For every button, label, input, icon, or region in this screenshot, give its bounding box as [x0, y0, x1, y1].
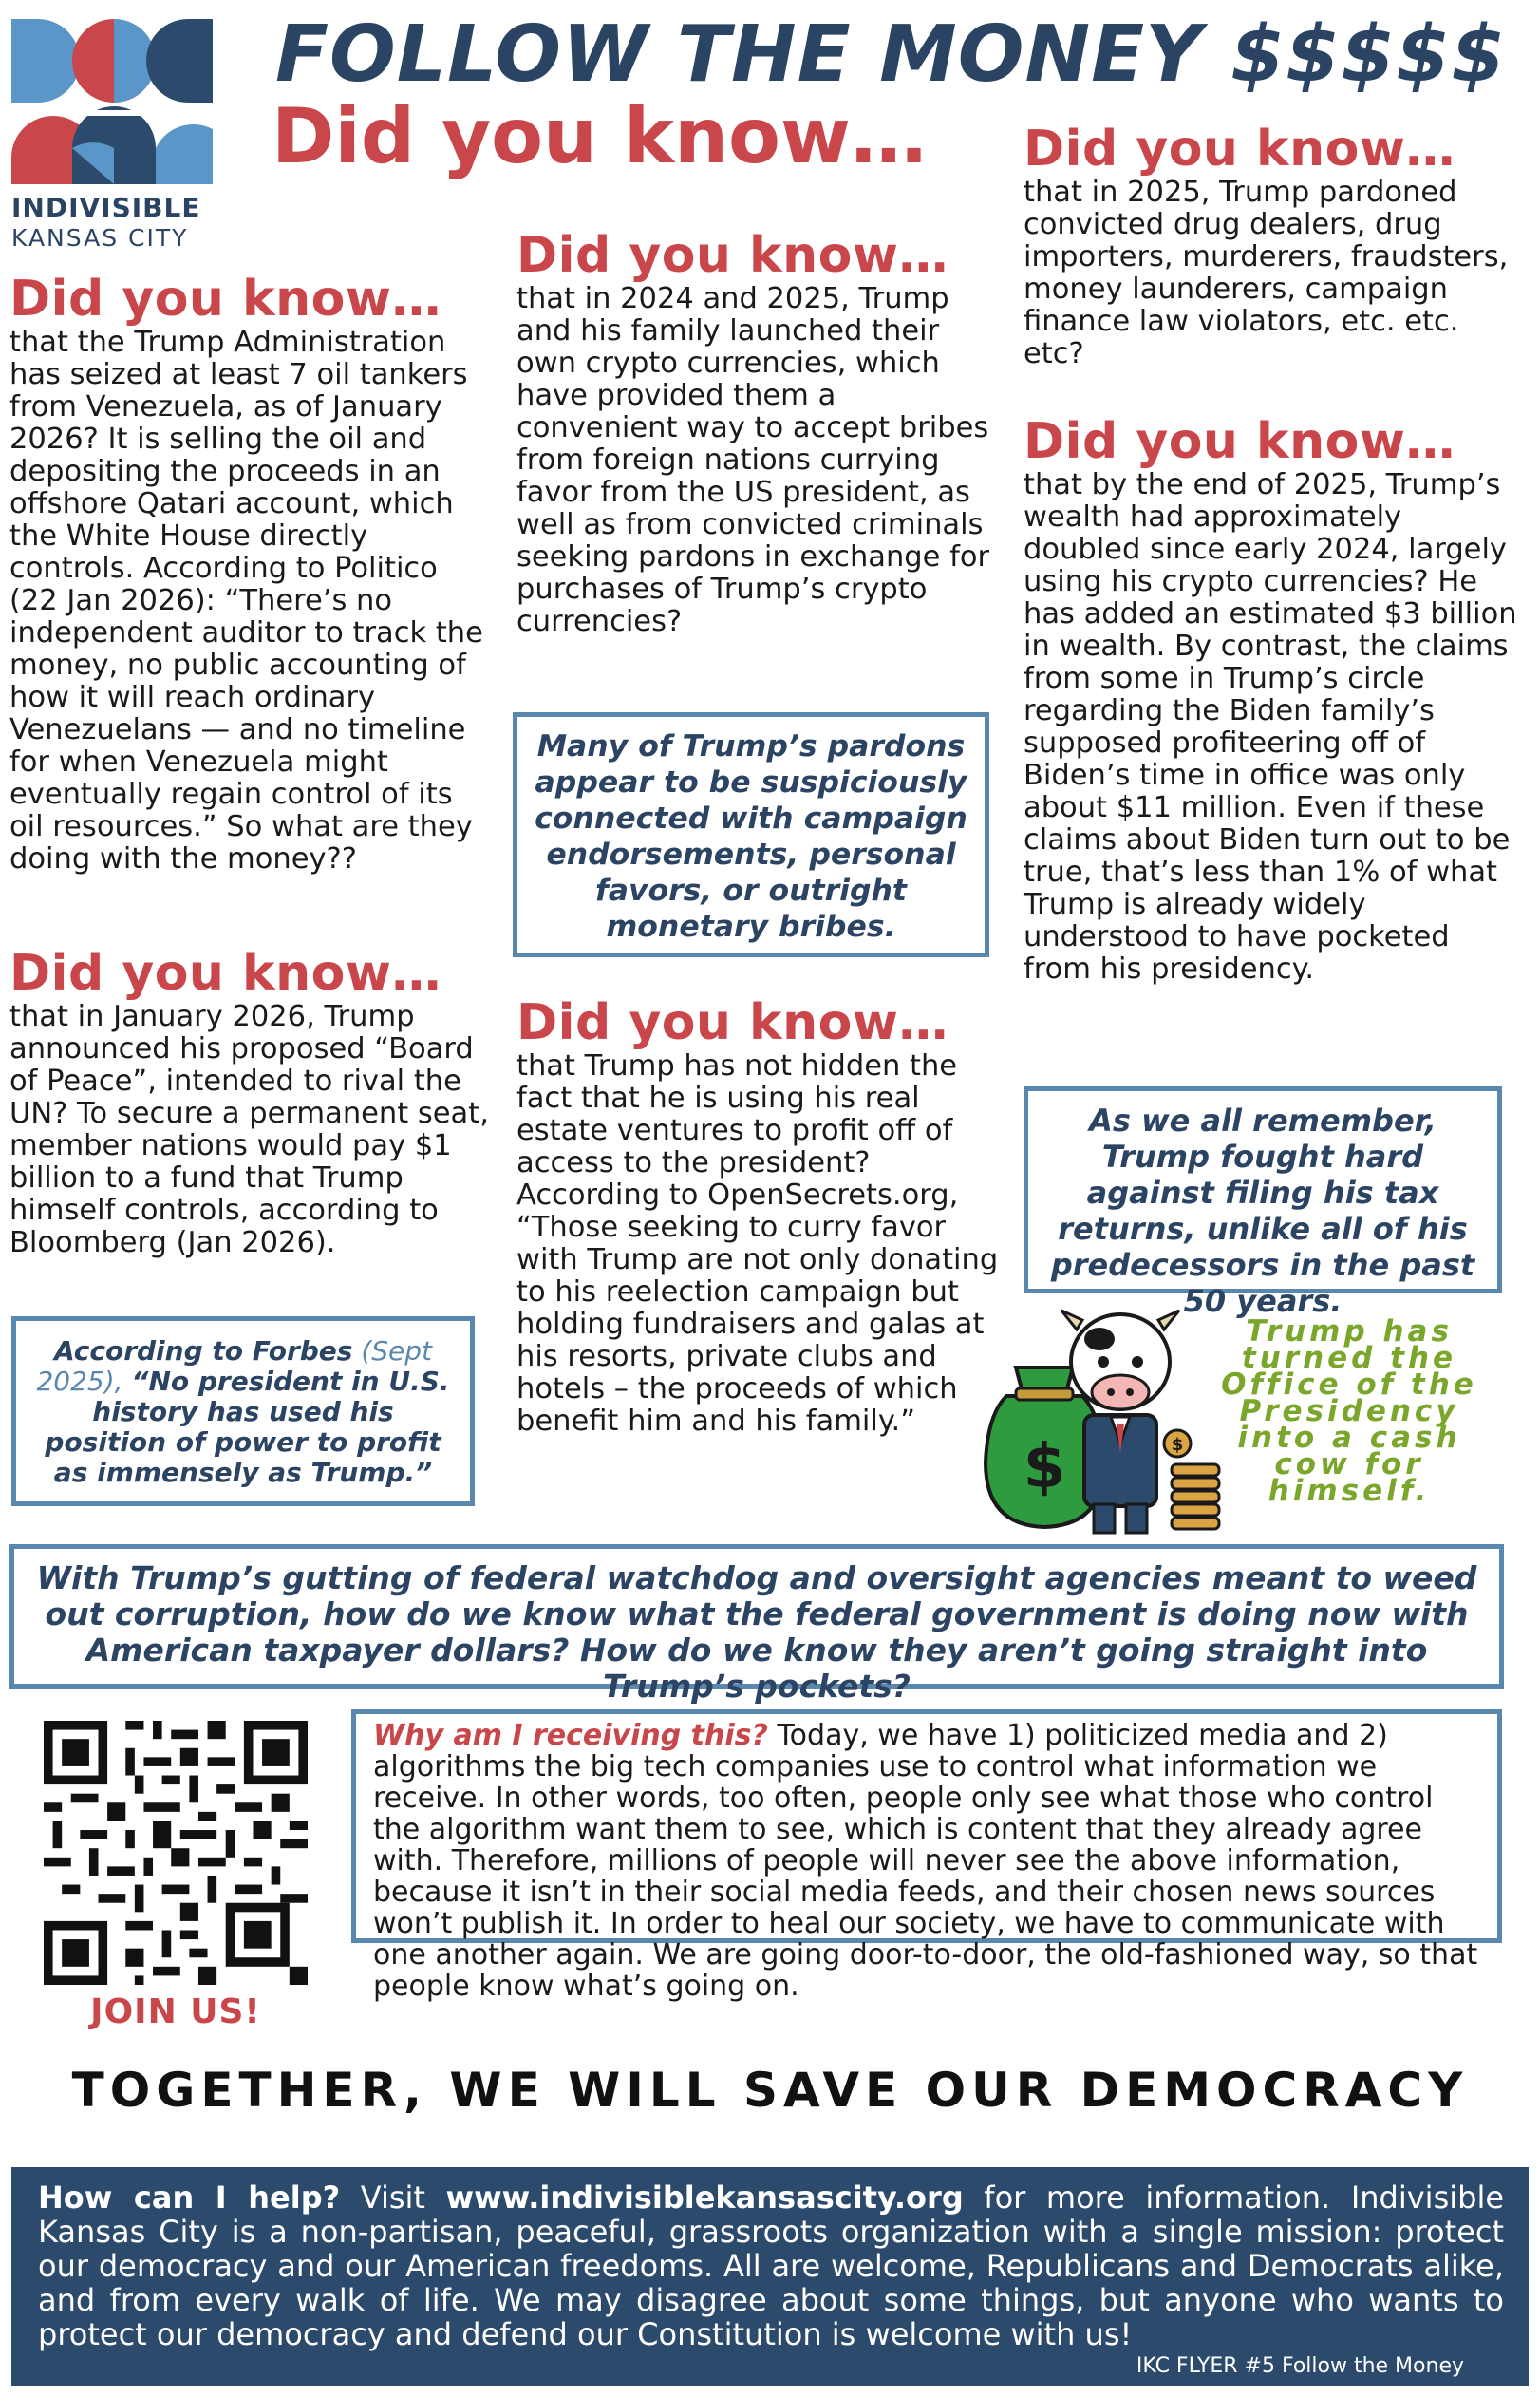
footer-help: [11, 2167, 1529, 2386]
logo-mark-icon: [11, 15, 213, 184]
organization-logo: [11, 15, 216, 253]
svg-text:$: $: [1023, 1432, 1066, 1502]
svg-text:$: $: [1171, 1435, 1184, 1455]
section-body: that Trump has not hidden the fact that he is using his real estate ventures to profit off of access to the president? According to OpenSecrets.org, “Those seeking to curry favor with Trump are not only donating to his reelection campaign but holding fundraisers and galas at his resorts, private clubs and hotels – the proceeds of which benefit him and his family.”: [516, 1049, 999, 1438]
footer-flyer-id: IKC FLYER #5 Follow the Money: [1136, 2354, 1464, 2378]
forbes-source: According to Forbes: [53, 1335, 353, 1367]
page-title: FOLLOW THE MONEY $$$$$: [275, 9, 1507, 100]
forbes-callout: [11, 1316, 475, 1506]
section-pardons: [1024, 122, 1517, 370]
section-heading: Did you know…: [1024, 121, 1455, 178]
why-lead: Why am I receiving this?: [373, 1719, 768, 1752]
section-body: that in January 2026, Trump announced his proposed “Board of Peace”, intended to rival the UN? To secure a permanent seat, member nations would pay $1 billion to a fund that Trump himself controls, according to Bloomberg (Jan 2026).: [9, 1000, 489, 1259]
section-body: that in 2025, Trump pardoned convicted drug dealers, drug importers, murderers, fraudsters, money launderers, campaign finance law violators, etc. etc. etc?: [1024, 176, 1509, 370]
cash-cow-illustration: [978, 1301, 1227, 1538]
section-body: that in 2024 and 2025, Trump and his family launched their own crypto currencies, which have provided them a convenient way to accept bribes from foreign nations currying favor from the US president, as well as from convicted criminals seeking pardons in exchange for purchases of Trump’s crypto currencies?: [516, 282, 990, 638]
footer-visit: Visit: [340, 2179, 446, 2216]
section-wealth: [1024, 414, 1517, 986]
section-body: that by the end of 2025, Trump’s wealth had approximately doubled since early 2024, largely using his crypto currencies? He has added an estimated $3 billion in wealth. By contrast, the claims from some in Trump’s circle regarding the Biden family’s supposed profiteering off of Biden’s time in office was only about $11 million. Even if these claims about Biden turn out to be true, that’s less than 1% of what Trump is already widely understood to have pocketed from his presidency.: [1024, 468, 1517, 986]
section-oil-tankers: [9, 272, 494, 876]
section-heading: Did you know…: [1024, 413, 1455, 470]
why-body: Today, we have 1) politicized media and 2) algorithms the big tech companies use to control what information we receive. In other words, too often, people only see what those who control the algorithm want them to see, which is content that they already agree with. Therefore, millions of people will never see the above information, because it isn’t in their social media feeds, and their chosen news sources won’t publish it. In order to heal our society, we have to communicate with one another again. We are going door-to-door, the old-fashioned way, so that people know what’s going on.: [373, 1719, 1478, 2003]
section-heading: Did you know…: [9, 271, 441, 328]
page-subtitle: Did you know…: [272, 92, 927, 180]
logo-org-city: KANSAS CITY: [11, 224, 189, 252]
watchdog-banner: With Trump’s gutting of federal watchdog and oversight agencies meant to weed out corruption, how do we know what the federal government is doing now with American taxpayer dollars? How do we know they aren’t going straight into Trump’s pockets?: [9, 1544, 1504, 1689]
footer-url[interactable]: www.indivisiblekansascity.org: [445, 2179, 964, 2216]
qr-label[interactable]: JOIN US!: [90, 1992, 261, 2031]
section-board-of-peace: [9, 946, 494, 1259]
section-heading: Did you know…: [9, 945, 441, 1002]
section-heading: Did you know…: [516, 994, 948, 1051]
slogan: TOGETHER, WE WILL SAVE OUR DEMOCRACY: [71, 2063, 1469, 2118]
section-crypto: [516, 228, 1001, 638]
section-real-estate: [516, 995, 1001, 1438]
pardons-callout: Many of Trump’s pardons appear to be suspiciously connected with campaign endorsements, personal favors, or outright monetary bribes.: [513, 712, 989, 957]
logo-org-name: INDIVISIBLE: [11, 192, 201, 223]
section-body: that the Trump Administration has seized at least 7 oil tankers from Venezuela, as of January 2026? It is selling the oil and depositing the proceeds in an offshore Qatari account, which the White House directly controls. According to Politico (22 Jan 2026): “There’s no independent auditor to track the money, no public accounting of how it will reach ordinary Venezuelans — and no timeline for when Venezuela might eventually regain control of its oil resources.” So what are they doing with the money??: [9, 326, 483, 876]
forbes-date: (Sept 2025),: [36, 1335, 433, 1397]
footer-help-lead: How can I help?: [38, 2179, 341, 2216]
qr-code[interactable]: [44, 1721, 308, 1985]
footer-body: for more information. Indivisible Kansas City is a non-partisan, peaceful, grassroots organization with a single mission: protect our democracy and our American freedoms. All are welcome, Republicans and Democrats alike, and from every walk of life. We may disagree about some things, but anyone who wants to protect our democracy and defend our Constitution is welcome with us!: [38, 2179, 1505, 2352]
section-heading: Did you know…: [516, 227, 948, 284]
why-box: [351, 1709, 1502, 2003]
coin-stack-icon: [1164, 1430, 1219, 1529]
taxes-callout: As we all remember, Trump fought hard against filing his tax returns, unlike all of his predecessors in the past 50 years.: [1024, 1086, 1502, 1293]
forbes-quote: “No president in U.S. history has used his position of power to profit as immensely as Trump.”: [45, 1366, 450, 1488]
cash-cow-caption: Trump has turned the Office of the Presidency into a cash cow for himself.: [1221, 1314, 1477, 1508]
